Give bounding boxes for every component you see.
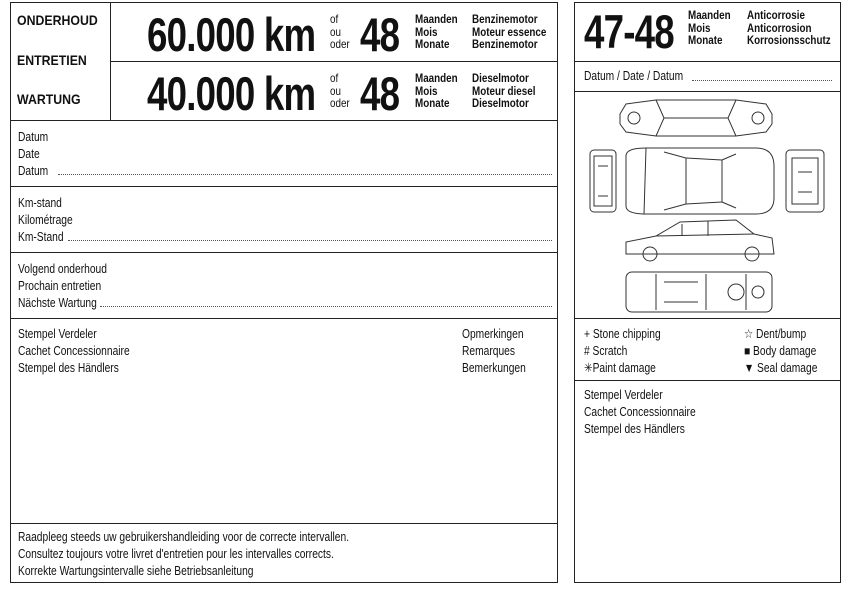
anticorrosion-months: 47-48 bbox=[584, 5, 674, 58]
anticorrosion-month-words: Maanden Mois Monate bbox=[688, 8, 731, 47]
stamp-label-nl: Stempel Verdeler bbox=[18, 327, 97, 341]
right-stamp-label-fr: Cachet Concessionnaire bbox=[584, 405, 696, 419]
anticorrosion-date-field[interactable] bbox=[692, 80, 832, 81]
footer-note-fr: Consultez toujours votre livret d'entretien pour les intervalles corrects. bbox=[18, 547, 334, 561]
engine-petrol: Benzinemotor Moteur essence Benzinemotor bbox=[472, 12, 547, 51]
conj-petrol: of ou oder bbox=[330, 12, 350, 51]
next-label-de: Nächste Wartung bbox=[18, 296, 97, 310]
date-field[interactable] bbox=[58, 174, 552, 175]
right-stamp-label-de: Stempel des Händlers bbox=[584, 422, 685, 436]
footer-note-de: Korrekte Wartungsintervalle siehe Betriebsanleitung bbox=[18, 564, 254, 578]
engine-diesel: Dieselmotor Moteur diesel Dieselmotor bbox=[472, 71, 536, 110]
next-maintenance-field[interactable] bbox=[100, 306, 552, 307]
stamp-label-de: Stempel des Händlers bbox=[18, 361, 119, 375]
months-petrol: 48 bbox=[360, 8, 400, 61]
car-rear-view-icon bbox=[786, 150, 824, 212]
car-side-view-icon bbox=[626, 220, 774, 261]
distance-petrol: 60.000 km bbox=[147, 8, 316, 61]
car-damage-diagram[interactable] bbox=[586, 96, 832, 316]
stamp-area[interactable] bbox=[12, 380, 556, 520]
remarks-label-nl: Opmerkingen bbox=[462, 327, 524, 341]
km-label-nl: Km-stand bbox=[18, 196, 62, 210]
date-label-nl: Datum bbox=[18, 130, 49, 144]
legend-scratch: # Scratch bbox=[584, 344, 628, 358]
legend-body-damage: ■ Body damage bbox=[744, 344, 817, 358]
conj-diesel: of ou oder bbox=[330, 71, 350, 110]
remarks-label-de: Bemerkungen bbox=[462, 361, 526, 375]
car-front-view-icon bbox=[590, 150, 616, 212]
car-underside-icon bbox=[626, 272, 772, 312]
right-stamp-label-nl: Stempel Verdeler bbox=[584, 388, 663, 402]
label-entretien: ENTRETIEN bbox=[17, 52, 87, 68]
anticorrosion-date-label: Datum / Date / Datum bbox=[584, 69, 684, 83]
month-words-diesel: Maanden Mois Monate bbox=[415, 71, 458, 110]
next-label-nl: Volgend onderhoud bbox=[18, 262, 107, 276]
car-plan-view-icon bbox=[626, 148, 774, 214]
label-wartung: WARTUNG bbox=[17, 91, 81, 107]
car-top-outline-icon bbox=[620, 100, 772, 136]
footer-note-nl: Raadpleeg steeds uw gebruikershandleiding voor de correcte intervallen. bbox=[18, 530, 350, 544]
km-label-fr: Kilométrage bbox=[18, 213, 73, 227]
next-label-fr: Prochain entretien bbox=[18, 279, 102, 293]
km-field[interactable] bbox=[68, 240, 552, 241]
months-diesel: 48 bbox=[360, 67, 400, 120]
month-words-petrol: Maanden Mois Monate bbox=[415, 12, 458, 51]
stamp-label-fr: Cachet Concessionnaire bbox=[18, 344, 130, 358]
anticorrosion-labels: Anticorrosie Anticorrosion Korrosionsschutz bbox=[747, 8, 831, 47]
remarks-label-fr: Remarques bbox=[462, 344, 515, 358]
legend-seal-damage: ▼ Seal damage bbox=[744, 361, 818, 375]
right-stamp-area[interactable] bbox=[576, 440, 838, 580]
legend-stone-chipping: + Stone chipping bbox=[584, 327, 661, 341]
legend-paint-damage: ✳Paint damage bbox=[584, 361, 656, 375]
date-label-de: Datum bbox=[18, 164, 49, 178]
label-onderhoud: ONDERHOUD bbox=[17, 12, 98, 28]
distance-diesel: 40.000 km bbox=[147, 67, 316, 120]
date-label-fr: Date bbox=[18, 147, 40, 161]
km-label-de: Km-Stand bbox=[18, 230, 64, 244]
legend-dent-bump: ☆ Dent/bump bbox=[744, 327, 807, 341]
